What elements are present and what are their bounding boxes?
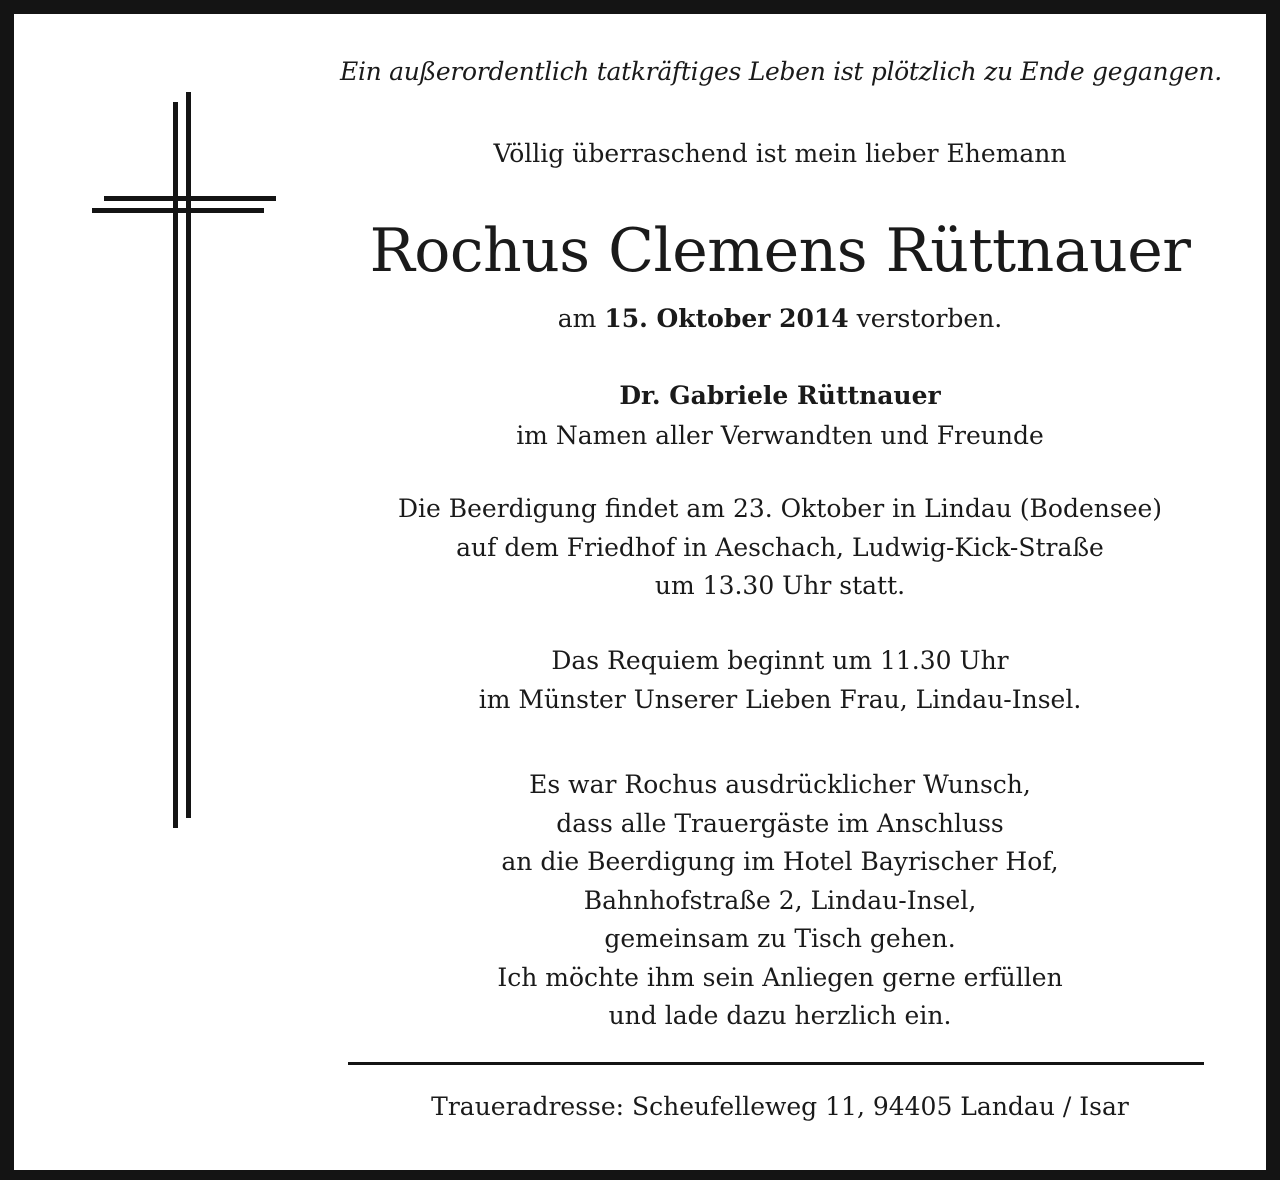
signer-on-behalf: im Namen aller Verwandten und Freunde	[516, 421, 1044, 450]
deceased-name: Rochus Clemens Rüttnauer	[369, 216, 1191, 286]
wish-line: dass alle Trauergäste im Anschluss	[556, 808, 1004, 838]
death-suffix: verstorben.	[856, 304, 1003, 333]
wish-line: Bahnhofstraße 2, Lindau-Insel,	[583, 885, 977, 915]
funeral-details	[340, 490, 1220, 606]
death-date: 15. Oktober 2014	[604, 304, 849, 333]
wish-line: und lade dazu herzlich ein.	[608, 1001, 952, 1030]
wish-paragraph	[340, 766, 1220, 1036]
double-line-cross-icon	[92, 92, 278, 830]
intro-line: Völlig überraschend ist mein lieber Ehemann	[493, 139, 1067, 168]
death-date-line	[340, 302, 1220, 336]
requiem-details	[340, 642, 1220, 719]
mourning-address: Traueradresse: Scheufelleweg 11, 94405 Landau / Isar	[431, 1092, 1129, 1121]
divider-rule	[348, 1062, 1204, 1065]
signer-name: Dr. Gabriele Rüttnauer	[619, 381, 941, 410]
motto-line: Ein außerordentlich tatkräftiges Leben ist plötzlich zu Ende gegangen.	[340, 57, 1222, 86]
funeral-line: auf dem Friedhof in Aeschach, Ludwig-Kick-Straße	[456, 532, 1104, 562]
wish-line: an die Beerdigung im Hotel Bayrischer Hof,	[501, 847, 1059, 876]
death-prefix: am	[557, 304, 597, 333]
requiem-line: im Münster Unserer Lieben Frau, Lindau-Insel.	[478, 684, 1082, 714]
signer-block	[340, 376, 1220, 456]
funeral-line: um 13.30 Uhr statt.	[654, 571, 906, 600]
wish-line: Es war Rochus ausdrücklicher Wunsch,	[529, 770, 1031, 799]
wish-line: gemeinsam zu Tisch gehen.	[604, 924, 956, 953]
funeral-line: Die Beerdigung findet am 23. Oktober in Lindau (Bodensee)	[397, 494, 1163, 523]
requiem-line: Das Requiem beginnt um 11.30 Uhr	[551, 646, 1009, 675]
wish-line: Ich möchte ihm sein Anliegen gerne erfüllen	[497, 962, 1063, 992]
